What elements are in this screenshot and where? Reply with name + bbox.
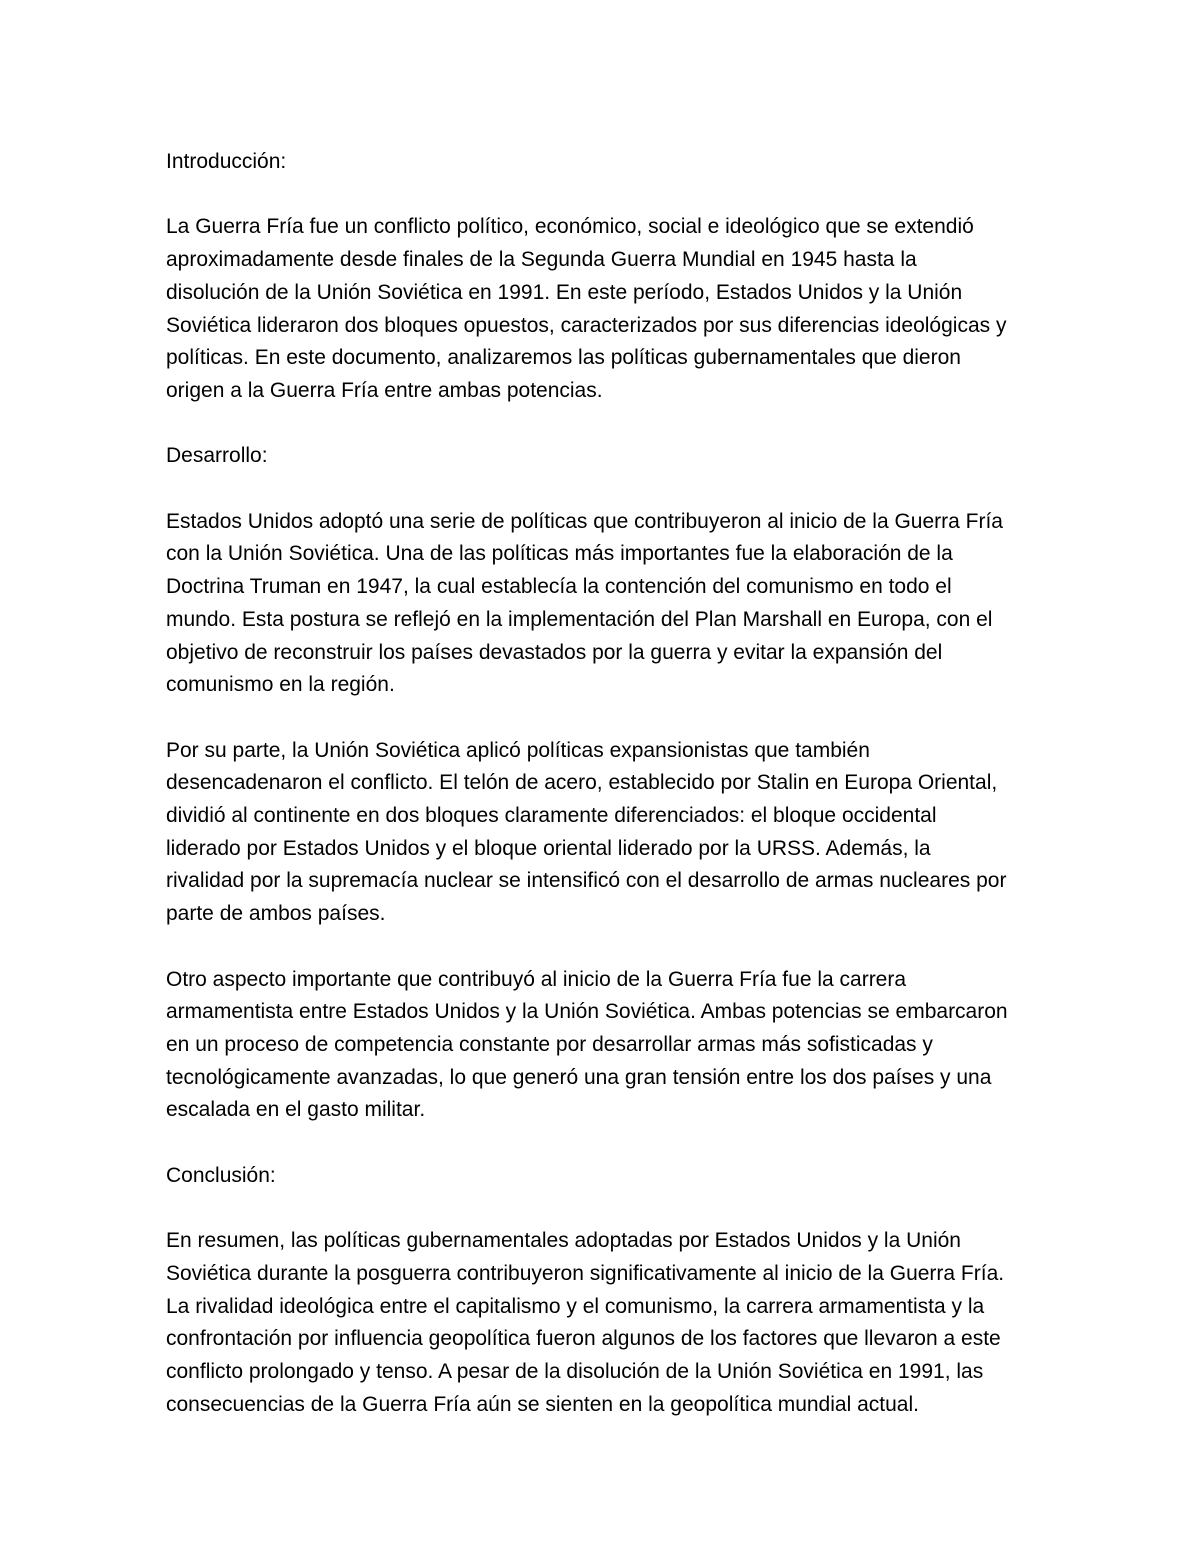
- heading-introduction: Introducción:: [166, 150, 287, 173]
- heading-conclusion: Conclusión:: [166, 1163, 276, 1187]
- text-line: La Guerra Fría fue un conflicto político, económico, social e ideológico que se extendió: [166, 215, 974, 239]
- text-line: dividió al continente en dos bloques claramente diferenciados: el bloque occidental: [166, 804, 937, 827]
- text-line: La rivalidad ideológica entre el capitalismo y el comunismo, la carrera armamentista y la: [166, 1294, 985, 1318]
- text-line: en un proceso de competencia constante por desarrollar armas más sofisticadas y: [166, 1032, 933, 1056]
- document-page: [166, 146, 1046, 1454]
- text-line: confrontación por influencia geopolítica fueron algunos de los factores que llevaron a este: [166, 1327, 1001, 1351]
- text-line: disolución de la Unión Soviética en 1991. En este período, Estados Unidos y la Unión: [166, 280, 963, 304]
- text-line: En resumen, las políticas gubernamentales adoptadas por Estados Unidos y la Unión: [166, 1229, 961, 1253]
- text-line: rivalidad por la supremacía nuclear se intensificó con el desarrollo de armas nucleares por: [166, 869, 1007, 893]
- text-line: mundo. Esta postura se reflejó en la implementación del Plan Marshall en Europa, con el: [166, 607, 993, 631]
- text-line: Soviética lideraron dos bloques opuestos, caracterizados por sus diferencias ideológicas y: [166, 313, 1007, 337]
- text-line: Soviética durante la posguerra contribuyeron significativamente al inicio de la Guerra Fría.: [166, 1261, 1005, 1285]
- text-line: Por su parte, la Unión Soviética aplicó políticas expansionistas que también: [166, 738, 870, 762]
- text-line: Otro aspecto importante que contribuyó al inicio de la Guerra Fría fue la carrera: [166, 967, 907, 991]
- text-line: comunismo en la región.: [166, 673, 395, 697]
- text-line: políticas. En este documento, analizaremos las políticas gubernamentales que dieron: [166, 346, 961, 370]
- text-line: armamentista entre Estados Unidos y la Unión Soviética. Ambas potencias se embarcaron: [166, 1000, 1008, 1024]
- paragraph-development-2: [166, 735, 1046, 931]
- text-line: escalada en el gasto militar.: [166, 1098, 426, 1122]
- text-line: conflicto prolongado y tenso. A pesar de la disolución de la Unión Soviética en 1991, las: [166, 1359, 984, 1383]
- paragraph-introduction: [166, 211, 1046, 407]
- text-line: parte de ambos países.: [166, 902, 386, 926]
- text-line: con la Unión Soviética. Una de las políticas más importantes fue la elaboración de la: [166, 542, 953, 566]
- text-line: aproximadamente desde finales de la Segunda Guerra Mundial en 1945 hasta la: [166, 248, 917, 272]
- text-line: Estados Unidos adoptó una serie de políticas que contribuyeron al inicio de la Guerra Fría: [166, 509, 1003, 533]
- text-line: consecuencias de la Guerra Fría aún se sienten en la geopolítica mundial actual.: [166, 1392, 919, 1416]
- heading-development: Desarrollo:: [166, 444, 268, 468]
- paragraph-development-1: [166, 506, 1046, 702]
- text-line: desencadenaron el conflicto. El telón de acero, establecido por Stalin en Europa Oriental,: [166, 771, 998, 795]
- text-line: liderado por Estados Unidos y el bloque oriental liderado por la URSS. Además, la: [166, 836, 931, 860]
- text-line: objetivo de reconstruir los países devastados por la guerra y evitar la expansión del: [166, 640, 943, 664]
- text-line: origen a la Guerra Fría entre ambas potencias.: [166, 378, 603, 402]
- text-line: Doctrina Truman en 1947, la cual establecía la contención del comunismo en todo el: [166, 575, 952, 599]
- text-line: tecnológicamente avanzadas, lo que generó una gran tensión entre los dos países y una: [166, 1065, 992, 1089]
- paragraph-development-3: [166, 964, 1046, 1128]
- paragraph-conclusion: [166, 1225, 1046, 1421]
